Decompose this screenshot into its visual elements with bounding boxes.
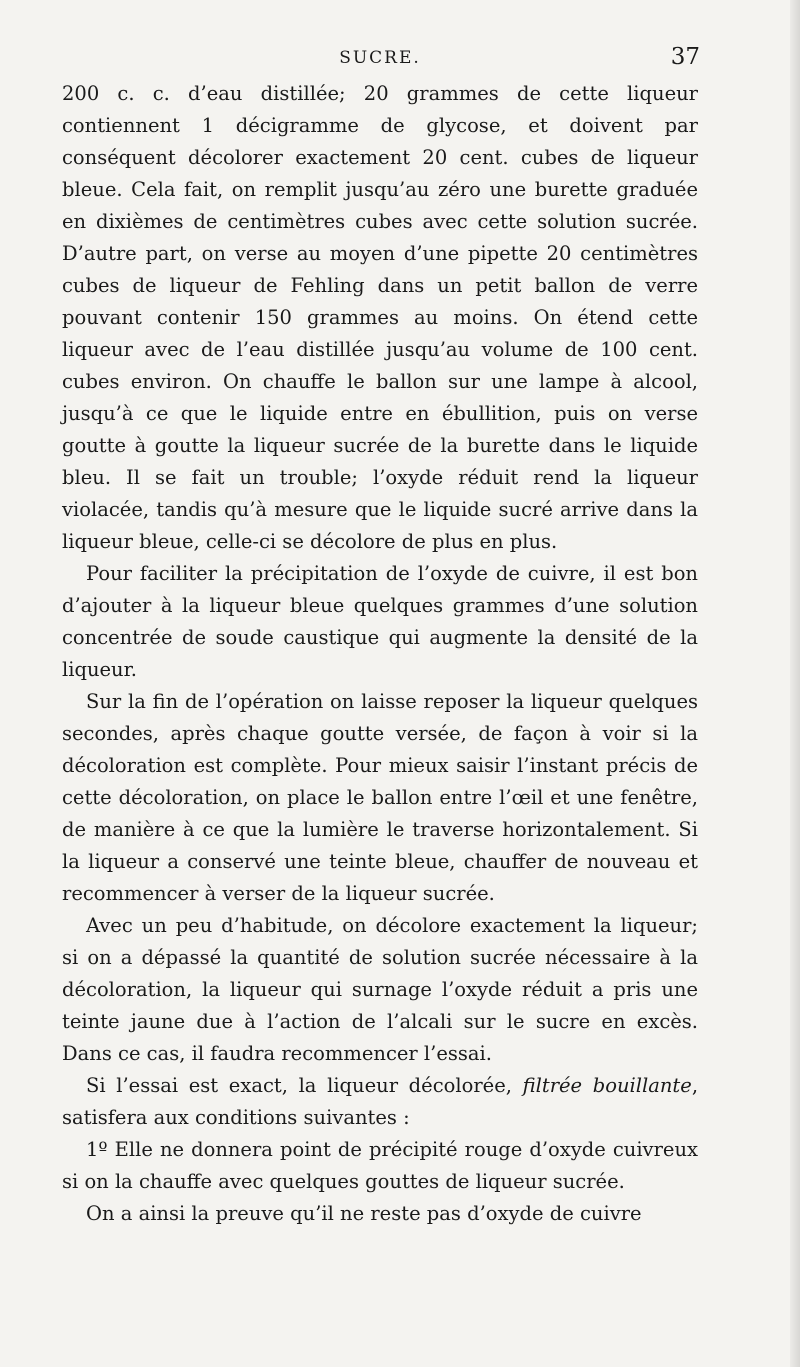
page-number: 37 bbox=[670, 44, 700, 70]
page-header bbox=[60, 44, 700, 78]
paragraph-text: Si l’essai est exact, la liqueur décolorée, bbox=[86, 1074, 523, 1097]
paragraph bbox=[62, 1070, 698, 1134]
paragraph-text: , satisfera aux conditions suivantes : bbox=[62, 1074, 699, 1129]
emphasis-text: filtrée bouillante bbox=[522, 1074, 692, 1097]
paragraph: Sur la fin de l’opération on laisse reposer la liqueur quelques secondes, après chaque goutte versée, de façon à voir si la décoloration est complète. Pour mieux saisir l’instant précis de cette décoloration, on place le ballon entre l’œil et une fenêtre, de manière à ce que la lumière le traverse horizontalement. Si la liqueur a conservé une teinte bleue, chauffer de nouveau et recommencer à verser de la liqueur sucrée. bbox=[62, 690, 698, 905]
paragraph: On a ainsi la preuve qu’il ne reste pas d’oxyde de cuivre bbox=[86, 1202, 642, 1225]
paragraph: 200 c. c. d’eau distillée; 20 grammes de cette liqueur contiennent 1 décigramme de glycose, et doivent par conséquent décolorer exactement 20 cent. cubes de liqueur bleue. Cela fait, on remplit jusqu’au zéro une burette graduée en dixièmes de centimètres cubes avec cette solution sucrée. D’autre part, on verse au moyen d’une pipette 20 centimètres cubes de liqueur de Fehling dans un petit ballon de verre pouvant contenir 150 grammes au moins. On étend cette liqueur avec de l’eau distillée jusqu’au volume de 100 cent. cubes environ. On chauffe le ballon sur une lampe à alcool, jusqu’à ce que le liquide entre en ébullition, puis on verse goutte à goutte la liqueur sucrée de la burette dans le liquide bleu. Il se fait un trouble; l’oxyde réduit rend la liqueur violacée, tandis qu’à mesure que le liquide sucré arrive dans la liqueur bleue, celle-ci se décolore de plus en plus. bbox=[62, 82, 698, 553]
paragraph: Avec un peu d’habitude, on décolore exactement la liqueur; si on a dépassé la quantité de solution sucrée nécessaire à la décoloration, la liqueur qui surnage l’oxyde réduit a pris une teinte jaune due à l’action de l’alcali sur le sucre en excès. Dans ce cas, il faudra recommencer l’essai. bbox=[62, 914, 698, 1065]
running-title: SUCRE. bbox=[339, 48, 421, 68]
paragraph: Pour faciliter la précipitation de l’oxyde de cuivre, il est bon d’ajouter à la liqueur bleue quelques grammes d’une solution concentrée de soude caustique qui augmente la densité de la liqueur. bbox=[62, 562, 698, 681]
paragraph: 1º Elle ne donnera point de précipité rouge d’oxyde cuivreux si on la chauffe avec quelques gouttes de liqueur sucrée. bbox=[62, 1138, 698, 1193]
page-edge bbox=[790, 0, 800, 1367]
page-body bbox=[62, 78, 698, 1230]
